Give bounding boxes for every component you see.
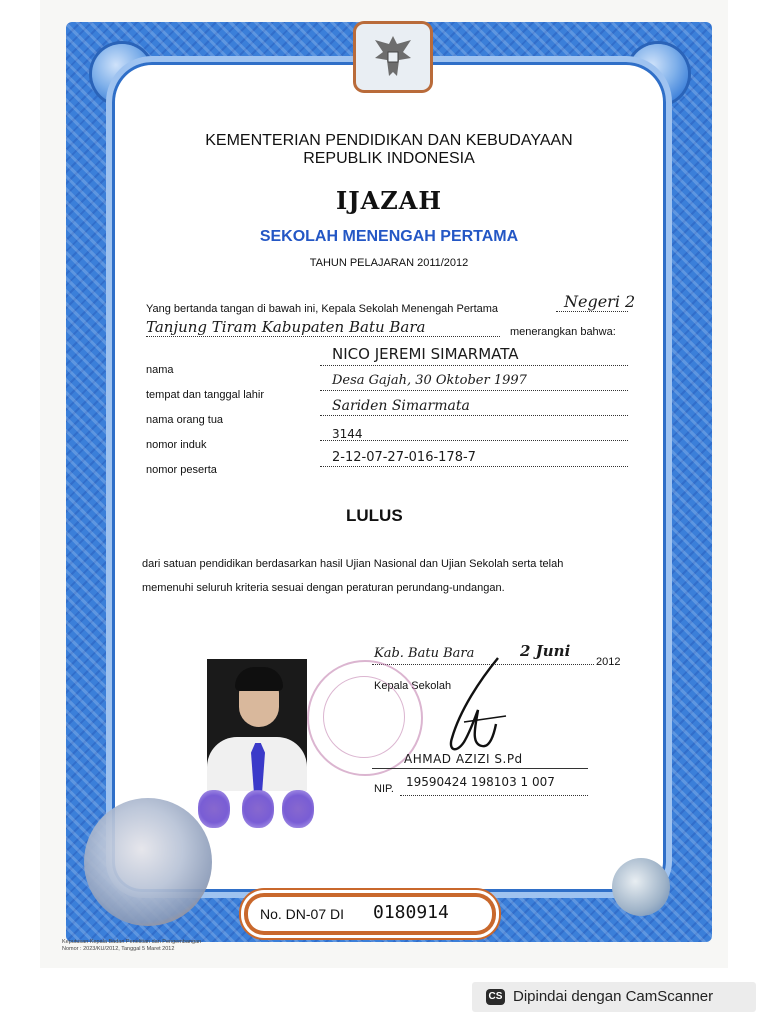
academic-year: TAHUN PELAJARAN 2011/2012 bbox=[309, 257, 469, 269]
thumbprint bbox=[282, 790, 314, 828]
intro-text: Yang bertanda tangan di bawah ini, Kepala Sekolah Menengah Pertama bbox=[146, 303, 499, 315]
footer-note-line-1: Keputusan Kepala Badan Penelitian dan Pengembangan bbox=[62, 939, 202, 945]
dotted-line bbox=[556, 311, 628, 312]
student-photo bbox=[207, 659, 307, 791]
ministry-line-1: KEMENTERIAN PENDIDIKAN DAN KEBUDAYAAN bbox=[205, 132, 573, 149]
nip-label: NIP. bbox=[374, 783, 394, 795]
garuda-icon bbox=[371, 32, 415, 82]
principal-name: AHMAD AZIZI S.Pd bbox=[404, 752, 523, 766]
footer-decree-note bbox=[62, 939, 201, 953]
statement-line-1: dari satuan pendidikan berdasarkan hasil Ujian Nasional dan Ujian Sekolah serta telah bbox=[142, 558, 564, 570]
statement-line-2: memenuhi seluruh kriteria sesuai dengan peraturan perundang-undangan. bbox=[142, 582, 505, 594]
ministry-heading bbox=[112, 132, 666, 168]
field-label-parent: nama orang tua bbox=[146, 414, 224, 426]
dotted-line bbox=[320, 365, 628, 366]
signature-scribble bbox=[430, 650, 530, 760]
result-status: LULUS bbox=[346, 506, 403, 525]
dotted-line bbox=[320, 390, 628, 391]
dotted-line bbox=[320, 466, 628, 467]
field-value-parent: Sariden Simarmata bbox=[332, 398, 470, 414]
signature-line bbox=[372, 768, 588, 769]
camscanner-watermark bbox=[472, 982, 756, 1012]
signature-role: Kepala Sekolah bbox=[374, 680, 452, 692]
signature-date: 2 Juni bbox=[520, 642, 571, 660]
field-value-name: NICO JEREMI SIMARMATA bbox=[332, 345, 519, 363]
intro-suffix: menerangkan bahwa: bbox=[510, 326, 616, 338]
hologram-seal bbox=[84, 798, 212, 926]
field-label-exam-number: nomor peserta bbox=[146, 464, 217, 476]
serial-prefix: No. DN-07 DI bbox=[260, 906, 345, 922]
field-value-birth: Desa Gajah, 30 Oktober 1997 bbox=[332, 373, 527, 388]
field-label-birth: tempat dan tanggal lahir bbox=[146, 389, 265, 401]
school-name-handwritten: Negeri 2 bbox=[564, 292, 636, 311]
field-value-student-id: 3144 bbox=[332, 427, 363, 441]
serial-number-box bbox=[248, 897, 492, 931]
camscanner-logo: CS bbox=[486, 989, 505, 1005]
nip-value: 19590424 198103 1 007 bbox=[406, 775, 555, 789]
field-value-exam-number: 2-12-07-27-016-178-7 bbox=[332, 450, 476, 465]
field-label-student-id: nomor induk bbox=[146, 439, 207, 451]
dotted-line bbox=[400, 795, 588, 796]
dotted-line bbox=[146, 336, 500, 337]
document-title: IJAZAH bbox=[335, 186, 443, 215]
camscanner-text: Dipindai dengan CamScanner bbox=[513, 988, 714, 1005]
signature-year: 2012 bbox=[596, 656, 621, 668]
hologram-sticker bbox=[612, 858, 670, 916]
thumbprint bbox=[242, 790, 274, 828]
thumbprint bbox=[198, 790, 230, 828]
dotted-line bbox=[320, 415, 628, 416]
ministry-line-2: REPUBLIK INDONESIA bbox=[303, 150, 475, 167]
garuda-emblem bbox=[356, 24, 430, 90]
serial-number: 0180914 bbox=[373, 902, 449, 923]
dotted-line bbox=[320, 440, 628, 441]
field-label-name: nama bbox=[146, 364, 174, 376]
signature-place: Kab. Batu Bara bbox=[374, 646, 475, 661]
footer-note-line-2: Nomor : 2023/KU/2012, Tanggal 5 Maret 2012 bbox=[62, 946, 175, 952]
school-level: SEKOLAH MENENGAH PERTAMA bbox=[259, 228, 519, 245]
school-location-handwritten: Tanjung Tiram Kabupaten Batu Bara bbox=[146, 318, 426, 336]
